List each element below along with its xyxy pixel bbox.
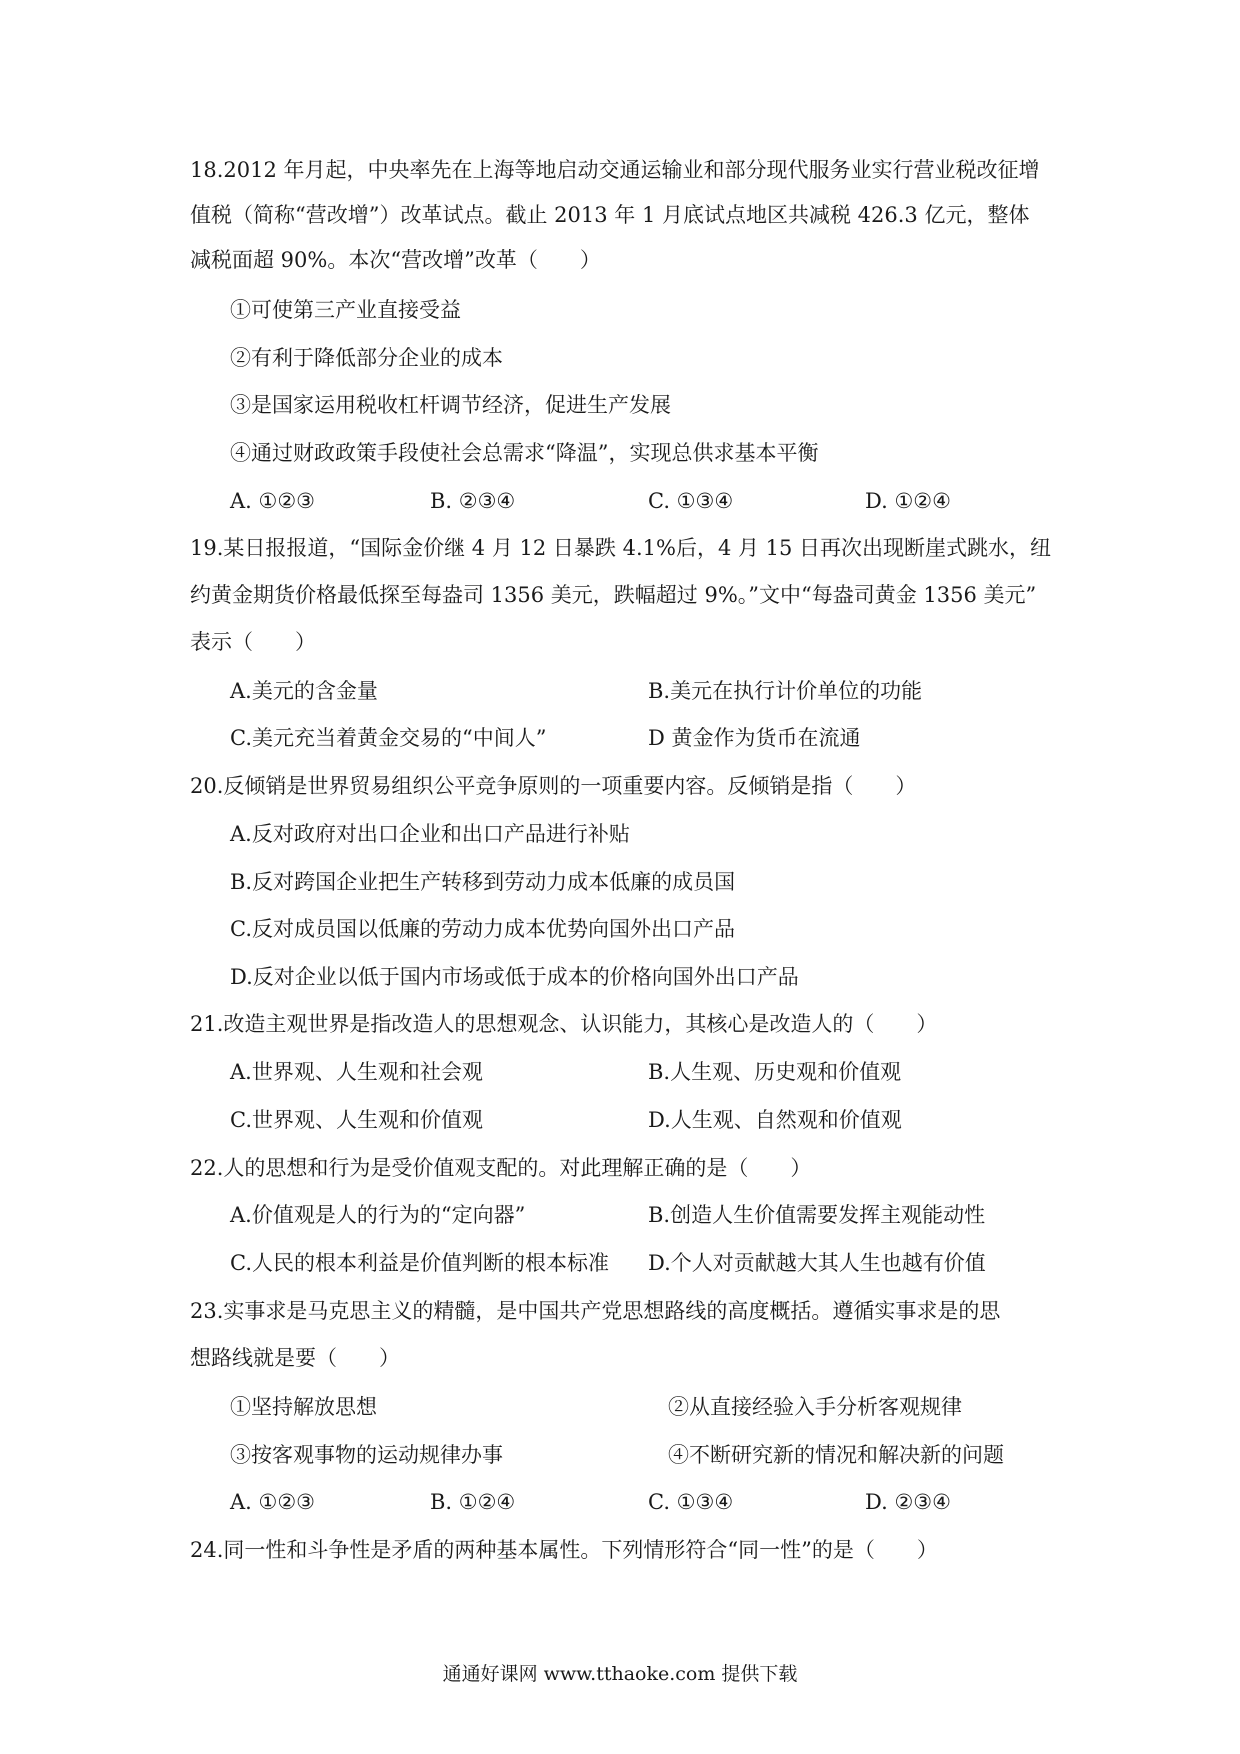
q23-item-2: ②从直接经验入手分析客观规律 [668, 1395, 962, 1419]
q20-option-d: D.反对企业以低于国内市场或低于成本的价格向国外出口产品 [230, 965, 799, 989]
q18-option-d: D. ①②④ [865, 489, 951, 513]
q22-option-b: B.创造人生价值需要发挥主观能动性 [648, 1203, 986, 1227]
q19-option-b: B.美元在执行计价单位的功能 [648, 679, 923, 703]
q20-option-c: C.反对成员国以低廉的劳动力成本优势向国外出口产品 [230, 917, 735, 941]
q19-stem-line3: 表示（ ） [190, 630, 316, 654]
q22-option-d: D.个人对贡献越大其人生也越有价值 [648, 1251, 986, 1275]
q18-stem-line2: 值税（简称“营改增”）改革试点。截止 2013 年 1 月底试点地区共减税 426.3 亿元，整体 [190, 203, 1030, 227]
q23-stem-line2: 想路线就是要（ ） [190, 1346, 400, 1370]
q20-option-b: B.反对跨国企业把生产转移到劳动力成本低廉的成员国 [230, 870, 736, 894]
q18-item-1: ①可使第三产业直接受益 [230, 298, 461, 322]
q18-stem-line1: 18.2012 年月起，中央率先在上海等地启动交通运输业和部分现代服务业实行营业税改征增 [190, 158, 1040, 182]
q23-option-b: B. ①②④ [430, 1490, 516, 1514]
q23-stem-line1: 23.实事求是马克思主义的精髓，是中国共产党思想路线的高度概括。遵循实事求是的思 [190, 1299, 1001, 1323]
q18-option-b: B. ②③④ [430, 489, 516, 513]
footer-source-text: 通通好课网 www.tthaoke.com 提供下载 [442, 1663, 798, 1685]
q22-option-c: C.人民的根本利益是价值判断的根本标准 [230, 1251, 609, 1275]
q21-stem-line1: 21.改造主观世界是指改造人的思想观念、认识能力，其核心是改造人的（ ） [190, 1012, 938, 1036]
q21-option-c: C.世界观、人生观和价值观 [230, 1108, 483, 1132]
q24-stem-line1: 24.同一性和斗争性是矛盾的两种基本属性。下列情形符合“同一性”的是（ ） [190, 1538, 938, 1562]
q23-item-3: ③按客观事物的运动规律办事 [230, 1443, 503, 1467]
q18-option-a: A. ①②③ [230, 489, 315, 513]
q19-stem-line1: 19.某日报报道，“国际金价继 4 月 12 日暴跌 4.1%后，4 月 15 日再次出现断崖式跳水，纽 [190, 536, 1052, 560]
q19-stem-line2: 约黄金期货价格最低探至每盎司 1356 美元，跌幅超过 9%。”文中“每盎司黄金 1356 美元” [190, 583, 1037, 607]
q18-option-c: C. ①③④ [648, 489, 734, 513]
q23-item-1: ①坚持解放思想 [230, 1395, 377, 1419]
q18-item-4: ④通过财政政策手段使社会总需求“降温”，实现总供求基本平衡 [230, 441, 819, 465]
q23-option-d: D. ②③④ [865, 1490, 951, 1514]
q21-option-a: A.世界观、人生观和社会观 [230, 1060, 483, 1084]
q23-option-a: A. ①②③ [230, 1490, 315, 1514]
q21-option-b: B.人生观、历史观和价值观 [648, 1060, 902, 1084]
q23-option-c: C. ①③④ [648, 1490, 734, 1514]
q22-stem-line1: 22.人的思想和行为是受价值观支配的。对此理解正确的是（ ） [190, 1156, 812, 1180]
q19-option-a: A.美元的含金量 [230, 679, 378, 703]
q23-item-4: ④不断研究新的情况和解决新的问题 [668, 1443, 1004, 1467]
q18-stem-line3: 减税面超 90%。本次“营改增”改革（ ） [190, 248, 601, 272]
q20-option-a: A.反对政府对出口企业和出口产品进行补贴 [230, 822, 630, 846]
q21-option-d: D.人生观、自然观和价值观 [648, 1108, 902, 1132]
q18-item-2: ②有利于降低部分企业的成本 [230, 346, 503, 370]
q19-option-d: D 黄金作为货币在流通 [648, 726, 861, 750]
q18-item-3: ③是国家运用税收杠杆调节经济，促进生产发展 [230, 393, 671, 417]
q19-option-c: C.美元充当着黄金交易的“中间人” [230, 726, 547, 750]
q20-stem-line1: 20.反倾销是世界贸易组织公平竞争原则的一项重要内容。反倾销是指（ ） [190, 774, 917, 798]
q22-option-a: A.价值观是人的行为的“定向器” [230, 1203, 526, 1227]
